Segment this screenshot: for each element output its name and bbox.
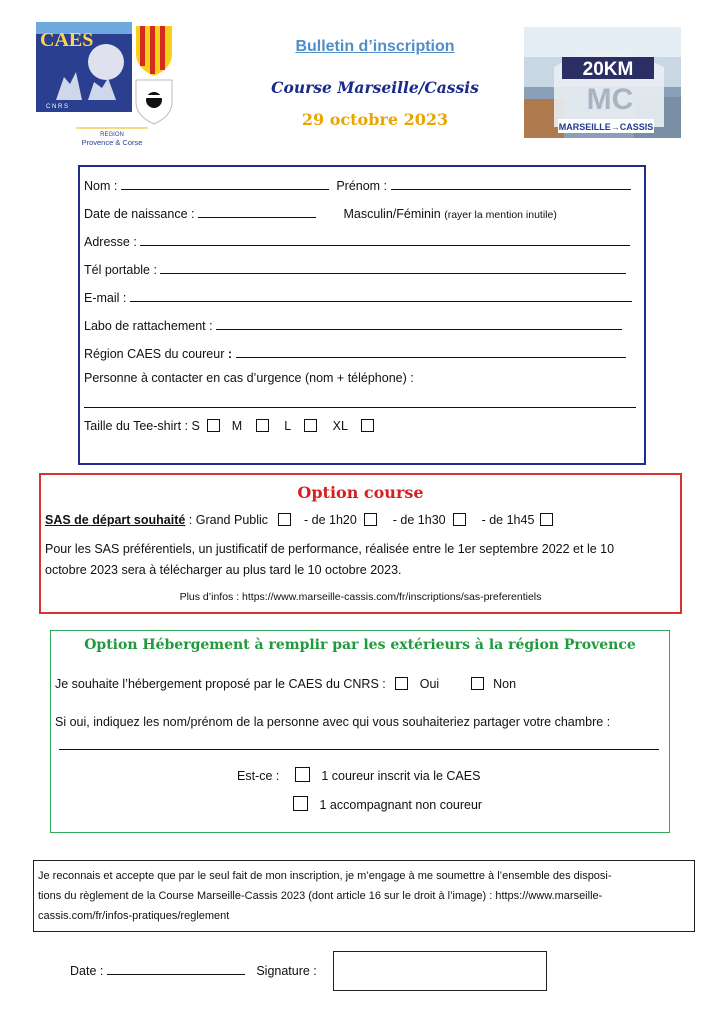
rules-line2: tions du règlement de la Course Marseille-Cassis 2023 (dont article 16 sur le droit à l’image) : https://www.marseille- xyxy=(38,890,603,902)
address-field[interactable] xyxy=(140,233,630,246)
date-label: Date : xyxy=(70,964,104,978)
emergency-contact-label: Personne à contacter en cas d’urgence (nom + téléphone) : xyxy=(84,371,414,385)
email-field[interactable] xyxy=(130,289,632,302)
sas-paragraph-line2: octobre 2023 sera à télécharger au plus tard le 10 octobre 2023. xyxy=(45,563,402,577)
sas-paragraph-line1: Pour les SAS préférentiels, un justificatif de performance, réalisée entre le 1er septembre 2022 et le 10 xyxy=(45,542,615,556)
birthdate-field[interactable] xyxy=(198,205,316,218)
est-ce-label: Est-ce : xyxy=(237,769,280,783)
form-title: Bulletin d’inscription xyxy=(295,38,455,55)
signature-label: Signature : xyxy=(256,964,317,978)
companion-label: 1 accompagnant non coureur xyxy=(319,798,483,812)
region-label: Région CAES du coureur xyxy=(84,347,225,361)
emergency-contact-field[interactable] xyxy=(84,395,636,408)
email-label: E-mail : xyxy=(84,291,127,305)
lodging-question: Je souhaite l’hébergement proposé par le CAES du CNRS : xyxy=(55,677,386,691)
event-name: Course Marseille/Cassis xyxy=(271,78,479,97)
race-distance: 20KM xyxy=(582,59,634,80)
cnrs-text: C N R S xyxy=(46,104,69,110)
course-option-title: Option course xyxy=(297,483,424,502)
lodging-non-checkbox[interactable] xyxy=(471,677,484,690)
size-s-checkbox[interactable] xyxy=(207,419,220,432)
date-field[interactable] xyxy=(107,962,245,975)
runner-caes-checkbox[interactable] xyxy=(295,767,310,782)
prenom-label: Prénom : xyxy=(336,179,388,193)
address-label: Adresse : xyxy=(84,235,137,249)
event-date: 29 octobre 2023 xyxy=(301,110,449,129)
race-name: MARSEILLE→CASSIS xyxy=(558,122,654,132)
sas-colon: : xyxy=(188,513,193,527)
sex-note: (rayer la mention inutile) xyxy=(444,209,557,221)
provence-flag-icon xyxy=(136,26,172,76)
sas-1h30-checkbox[interactable] xyxy=(453,513,466,526)
rules-line1: Je reconnais et accepte que par le seul fait de mon inscription, je m’engage à me soumettre à l’ensemble des disposi- xyxy=(38,870,612,882)
sas-option-grand-public: Grand Public xyxy=(195,513,269,527)
size-l-label: L xyxy=(284,419,291,433)
lab-field[interactable] xyxy=(216,317,622,330)
sas-option-1h30: - de 1h30 xyxy=(392,513,446,527)
phone-label: Tél portable : xyxy=(84,263,157,277)
region-label: REGION xyxy=(100,132,124,138)
caes-brand-text: CAES xyxy=(40,29,94,51)
lodging-non-label: Non xyxy=(493,677,517,691)
sas-1h45-checkbox[interactable] xyxy=(540,513,553,526)
race-monogram: MC xyxy=(586,83,634,116)
roommate-question: Si oui, indiquez les nom/prénom de la personne avec qui vous souhaiteriez partager votre chambre : xyxy=(55,715,611,729)
birthdate-label: Date de naissance : xyxy=(84,207,195,221)
caes-cnrs-logo xyxy=(36,22,176,150)
tshirt-label: Taille du Tee-shirt : xyxy=(84,419,188,433)
prenom-field[interactable] xyxy=(391,177,631,190)
sas-1h20-checkbox[interactable] xyxy=(364,513,377,526)
size-l-checkbox[interactable] xyxy=(304,419,317,432)
sas-option-1h45: - de 1h45 xyxy=(481,513,535,527)
sas-grand-public-checkbox[interactable] xyxy=(278,513,291,526)
lodging-option-section xyxy=(50,630,670,833)
marseille-cassis-logo xyxy=(524,27,681,138)
signature-field[interactable] xyxy=(333,951,547,991)
lab-label: Labo de rattachement : xyxy=(84,319,213,333)
lodging-oui-label: Oui xyxy=(419,677,440,691)
sas-info-link[interactable]: Plus d’infos : https://www.marseille-cassis.com/fr/inscriptions/sas-preferentiels xyxy=(179,591,542,603)
course-option-section xyxy=(39,473,682,614)
sas-option-1h20: - de 1h20 xyxy=(304,513,357,527)
roommate-field[interactable] xyxy=(59,737,659,750)
sas-label: SAS de départ souhaité xyxy=(45,513,186,527)
region-colon: : xyxy=(227,347,233,361)
corsica-flag-icon xyxy=(136,80,172,124)
runner-caes-label: 1 coureur inscrit via le CAES xyxy=(321,769,481,783)
lodging-option-title: Option Hébergement à remplir par les extérieurs à la région Provence xyxy=(84,637,636,653)
size-s-label: S xyxy=(191,419,200,433)
identity-section xyxy=(78,165,646,465)
size-xl-checkbox[interactable] xyxy=(361,419,374,432)
region-field[interactable] xyxy=(236,345,626,358)
size-m-checkbox[interactable] xyxy=(256,419,269,432)
companion-checkbox[interactable] xyxy=(293,796,308,811)
phone-field[interactable] xyxy=(160,261,626,274)
sex-label[interactable]: Masculin/Féminin xyxy=(343,207,441,221)
rules-line3: cassis.com/fr/infos-pratiques/reglement xyxy=(38,910,230,922)
region-name: Provence & Corse xyxy=(81,138,143,147)
nom-field[interactable] xyxy=(121,177,329,190)
nom-label: Nom : xyxy=(84,179,118,193)
lodging-oui-checkbox[interactable] xyxy=(395,677,408,690)
rules-acknowledgement xyxy=(33,860,695,932)
size-m-label: M xyxy=(231,419,243,433)
size-xl-label: XL xyxy=(332,419,348,433)
